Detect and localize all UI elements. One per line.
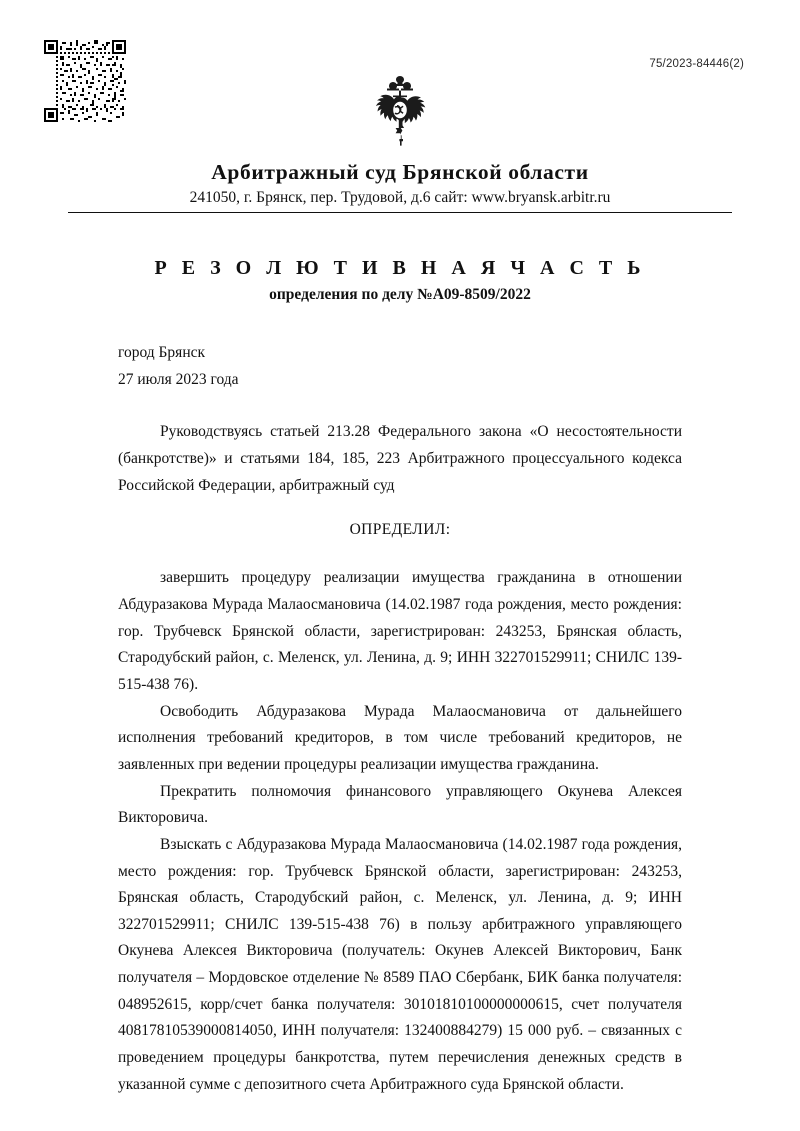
coat-of-arms-icon [0, 76, 800, 150]
court-address: 241050, г. Брянск, пер. Трудовой, д.6 сайт: www.bryansk.arbitr.ru [68, 189, 732, 213]
intro-paragraph: Руководствуясь статьей 213.28 Федерального закона «О несостоятельности (банкротстве)» и статьями 184, 185, 223 Арбитражного процессуального кодекса Российской Федерации, арбитражный суд [118, 423, 682, 494]
operative-paragraph-3: Прекратить полномочия финансового управляющего Окунева Алексея Викторовича. [118, 782, 682, 827]
resolution-title: Р Е З О Л Ю Т И В Н А Я Ч А С Т Ь [154, 257, 646, 279]
document-meta [118, 340, 800, 393]
court-title: Арбитражный суд Брянской области [211, 160, 589, 184]
operative-paragraph-4: Взыскать с Абдуразакова Мурада Малаосмановича (14.02.1987 года рождения, место рождения: гор. Трубчевск Брянской области, зарегистрирован: 243253, Брянская область, Стародубский район, с. Меленск, ул. Ленина, д. 9; ИНН 322701529911; СНИЛС 139-515-438 76) в пользу арбитражного управляющего Окунева Алексея Викторовича (получатель: Окунев Алексей Викторович, Банк получателя – Мордовское отделение № 8589 ПАО Сбербанк, БИК банка получателя: 048952615, корр/счет банка получателя: 30101810100000000615, счет получателя 40817810539000814050, ИНН получателя: 132400884279) 15 000 руб. – связанных с проведением процедуры банкротства, путем перечисления денежных средств в указанной сумме с депозитного счета Арбитражного суда Брянской области. [118, 835, 682, 1093]
city-label: город Брянск [118, 344, 206, 361]
resolution-subtitle: определения по делу №А09-8509/2022 [269, 286, 531, 303]
operative-paragraph-2: Освободить Абдуразакова Мурада Малаосмановича от дальнейшего исполнения требований кредиторов, в том числе требований кредиторов, не заявленных при ведении процедуры реализации имущества гражданина. [118, 702, 682, 773]
operative-paragraph-1: завершить процедуру реализации имущества гражданина в отношении Абдуразакова Мурада Малаосмановича (14.02.1987 года рождения, место рождения: гор. Трубчевск Брянской области, зарегистрирован: 243253, Брянская область, Стародубский район, с. Меленск, ул. Ленина, д. 9; ИНН 322701529911; СНИЛС 139-515-438 76). [118, 569, 682, 693]
document-content [0, 160, 800, 1098]
decided-label: ОПРЕДЕЛИЛ: [349, 521, 451, 539]
date-label: 27 июля 2023 года [118, 370, 239, 388]
intro-paragraph-block [118, 419, 682, 499]
document-number: 75/2023-84446(2) [649, 58, 744, 70]
operative-paragraphs [118, 565, 682, 1098]
